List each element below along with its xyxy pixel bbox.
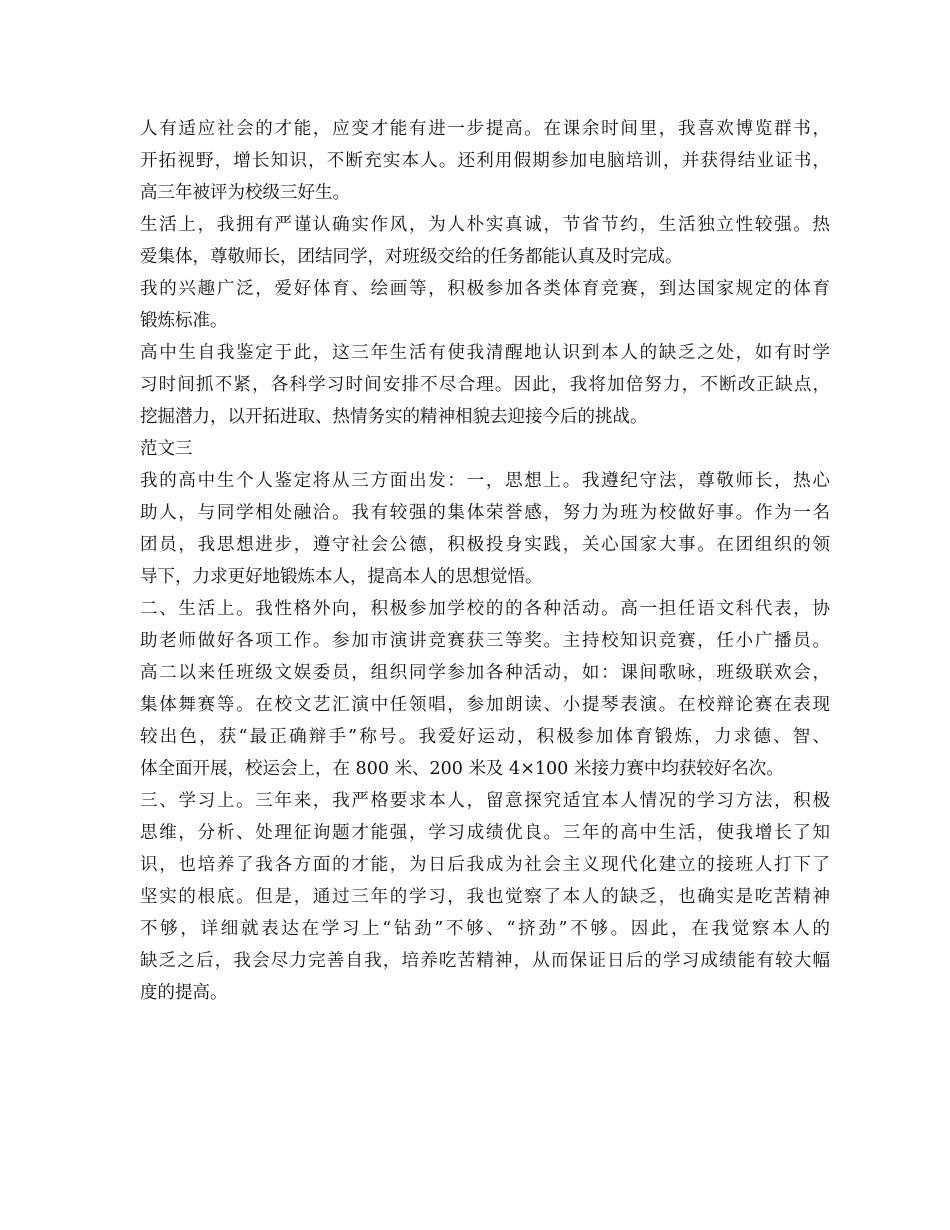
text-line: 团员，我思想进步，遵守社会公德，积极投身实践，关心国家大事。在团组织的领 <box>140 535 830 555</box>
text-line: 较出色，获“最正确辩手”称号。我爱好运动，积极参加体育锻炼，力求德、智、 <box>140 727 830 747</box>
text-line: 开拓视野，增长知识，不断充实本人。还利用假期参加电脑培训，并获得结业证书， <box>140 151 830 171</box>
text-line: 思维，分析、处理征询题才能强，学习成绩优良。三年的高中生活，使我增长了知 <box>140 823 830 843</box>
text-line: 识，也培养了我各方面的才能，为日后我成为社会主义现代化建立的接班人打下了 <box>140 855 830 875</box>
document-body <box>140 113 830 1009</box>
text-line: 我的高中生个人鉴定将从三方面出发：一，思想上。我遵纪守法，尊敬师长，热心 <box>140 471 830 491</box>
text-line: 三、学习上。三年来，我严格要求本人，留意探究适宜本人情况的学习方法，积极 <box>140 791 830 811</box>
text-line: 高二以来任班级文娱委员，组织同学参加各种活动，如：课间歌咏，班级联欢会， <box>140 663 830 683</box>
text-line: 助老师做好各项工作。参加市演讲竞赛获三等奖。主持校知识竞赛，任小广播员。 <box>140 631 830 651</box>
text-line: 我的兴趣广泛，爱好体育、绘画等，积极参加各类体育竞赛，到达国家规定的体育 <box>140 279 830 299</box>
text-line: 习时间抓不紧，各科学习时间安排不尽合理。因此，我将加倍努力，不断改正缺点， <box>140 375 830 395</box>
text-line: 导下，力求更好地锻炼本人，提高本人的思想觉悟。 <box>140 567 543 587</box>
text-line: 度的提高。 <box>140 983 228 1003</box>
text-line: 助人，与同学相处融洽。我有较强的集体荣誉感，努力为班为校做好事。作为一名 <box>140 503 830 523</box>
text-line: 坚实的根底。但是，通过三年的学习，我也觉察了本人的缺乏，也确实是吃苦精神 <box>140 887 830 907</box>
text-line: 高三年被评为校级三好生。 <box>140 183 350 203</box>
text-line: 爱集体，尊敬师长，团结同学，对班级交给的任务都能认真及时完成。 <box>140 247 683 267</box>
text-line: 体全面开展，校运会上，在 800 米、200 米及 4×100 米接力赛中均获较好名次。 <box>140 759 784 779</box>
text-line: 生活上，我拥有严谨认确实作风，为人朴实真诚，节省节约，生活独立性较强。热 <box>140 215 830 235</box>
text-line: 集体舞赛等。在校文艺汇演中任领唱，参加朗读、小提琴表演。在校辩论赛在表现 <box>140 695 830 715</box>
section-heading: 范文三 <box>140 439 193 459</box>
text-line: 不够，详细就表达在学习上“钻劲”不够、“挤劲”不够。因此，在我觉察本人的 <box>140 919 830 939</box>
text-line: 人有适应社会的才能，应变才能有进一步提高。在课余时间里，我喜欢博览群书， <box>140 119 830 139</box>
text-line: 高中生自我鉴定于此，这三年生活有使我清醒地认识到本人的缺乏之处，如有时学 <box>140 343 830 363</box>
text-line: 锻炼标准。 <box>140 311 228 331</box>
text-line: 二、生活上。我性格外向，积极参加学校的的各种活动。高一担任语文科代表，协 <box>140 599 830 619</box>
text-line: 缺乏之后，我会尽力完善自我，培养吃苦精神，从而保证日后的学习成绩能有较大幅 <box>140 951 830 971</box>
text-line: 挖掘潜力，以开拓进取、热情务实的精神相貌去迎接今后的挑战。 <box>140 407 648 427</box>
